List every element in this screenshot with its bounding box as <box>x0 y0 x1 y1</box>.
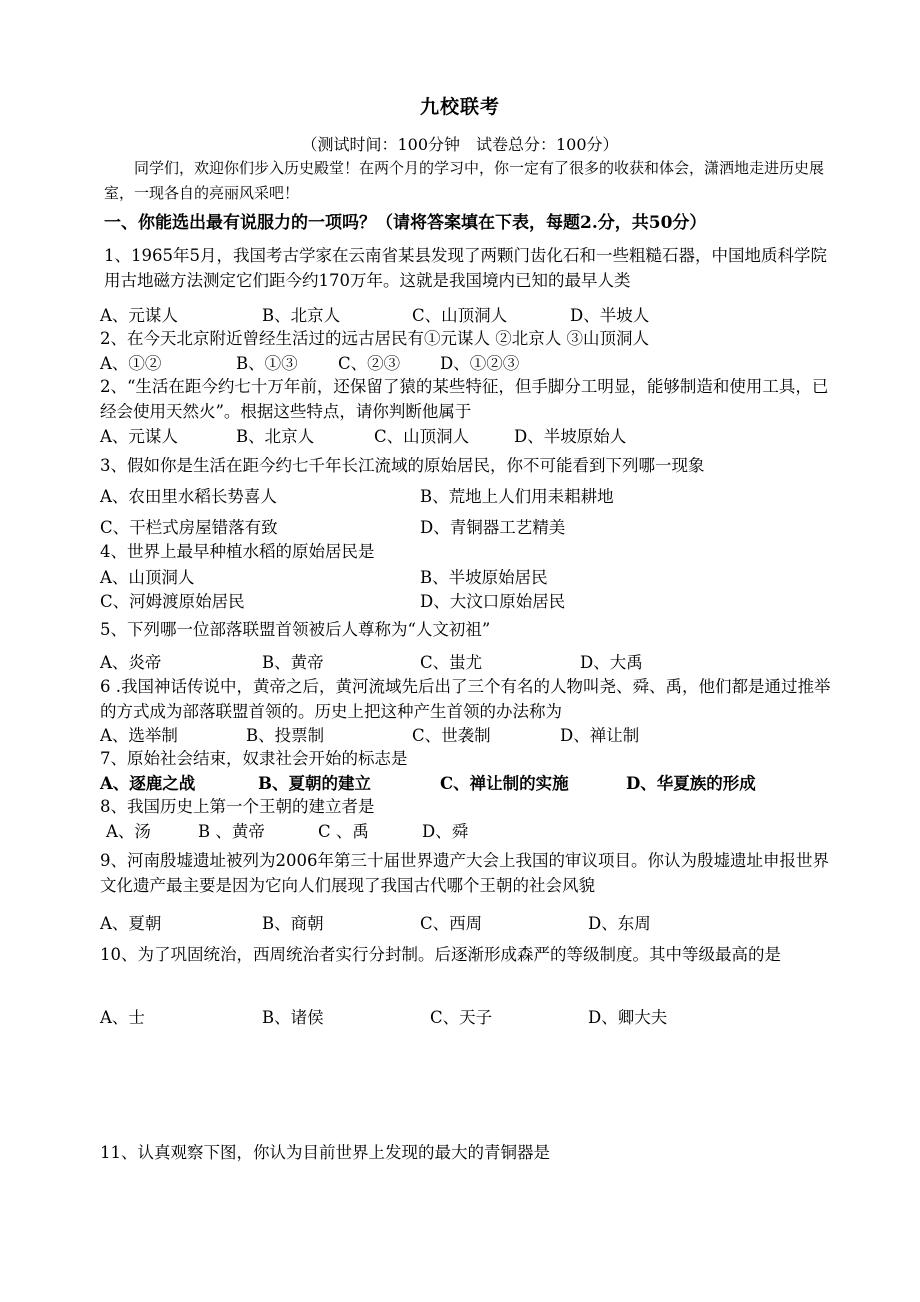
option-a: A、选举制 <box>100 726 178 745</box>
section-heading: 一、你能选出最有说服力的一项吗？（请将答案填在下表，每题2.分，共50分） <box>104 213 707 233</box>
question-stem: 3、假如你是生活在距今约七千年长江流域的原始居民，你不可能看到下列哪一现象 <box>100 456 705 475</box>
option-d: D、禅让制 <box>560 726 640 745</box>
option-d: D、半坡原始人 <box>514 427 627 446</box>
question-stem: 10、为了巩固统治，西周统治者实行分封制。后逐渐形成森严的等级制度。其中等级最高的是 <box>100 945 781 964</box>
option-b: B、诸侯 <box>262 1008 324 1027</box>
question-stem: 2、在今天北京附近曾经生活过的远古居民有①元谋人 ②北京人 ③山顶洞人 <box>100 329 649 348</box>
question-stem: 1、1965年5月，我国考古学家在云南省某县发现了两颗门齿化石和一些粗糙石器，中国地质科学院用古地磁方法测定它们距今约170万年。这就是我国境内已知的最早人类 <box>104 246 827 290</box>
exam-info: （测试时间：100分钟 试卷总分：100分） <box>301 135 619 154</box>
option-c: C、西周 <box>420 914 483 933</box>
option-a: A、①② <box>100 354 162 373</box>
option-d: D、大汶口原始居民 <box>420 592 566 611</box>
option-a: A、农田里水稻长势喜人 <box>100 487 277 506</box>
question-stem: 4、世界上最早种植水稻的原始居民是 <box>100 542 375 561</box>
option-c: C、世袭制 <box>412 726 491 745</box>
question-stem: 7、原始社会结束，奴隶社会开始的标志是 <box>100 749 408 768</box>
option-a: A、元谋人 <box>100 306 178 325</box>
question-stem: 11、认真观察下图，你认为目前世界上发现的最大的青铜器是 <box>100 1143 550 1162</box>
option-c: C、蚩尤 <box>420 653 483 672</box>
option-d: D、大禹 <box>580 653 643 672</box>
option-b: B、商朝 <box>262 914 324 933</box>
option-a: A、逐鹿之战 <box>100 774 196 793</box>
question-stem: 8、我国历史上第一个王朝的建立者是 <box>100 797 375 816</box>
option-b: B、半坡原始居民 <box>420 568 548 587</box>
option-c: C、②③ <box>338 354 401 373</box>
option-d: D、①②③ <box>440 354 520 373</box>
option-a: A、汤 <box>106 822 151 841</box>
intro-paragraph: 同学们，欢迎你们步入历史殿堂！在两个月的学习中，你一定有了很多的收获和体会，潇洒地走进历史展室，一现各自的亮丽风采吧！ <box>104 159 825 202</box>
option-c: C、禅让制的实施 <box>440 774 569 793</box>
option-b: B、北京人 <box>262 306 341 325</box>
option-d: D、青铜器工艺精美 <box>420 518 566 537</box>
option-a: A、夏朝 <box>100 914 162 933</box>
question-stem: 9、河南殷墟遗址被列为2006年第三十届世界遗产大会上我国的审议项目。你认为殷墟遗址申报世界文化遗产最主要是因为它向人们展现了我国古代哪个王朝的社会风貌 <box>100 851 829 895</box>
option-b: B、荒地上人们用耒耜耕地 <box>420 487 614 506</box>
option-b: B、①③ <box>236 354 298 373</box>
option-c: C 、禹 <box>318 822 369 841</box>
option-b: B、北京人 <box>236 427 315 446</box>
question-stem: 6 .我国神话传说中，黄帝之后，黄河流域先后出了三个有名的人物叫尧、舜、禹，他们都是通过推举的方式成为部落联盟首领的。历史上把这种产生首领的办法称为 <box>100 677 831 721</box>
option-d: D、卿大夫 <box>588 1008 668 1027</box>
option-c: C、天子 <box>430 1008 493 1027</box>
option-b: B、黄帝 <box>262 653 324 672</box>
option-a: A、山顶洞人 <box>100 568 195 587</box>
option-d: D、半坡人 <box>570 306 650 325</box>
question-stem: 2、“生活在距今约七十万年前，还保留了猿的某些特征，但手脚分工明显，能够制造和使用工具，已经会使用天然火”。根据这些特点，请你判断他属于 <box>100 377 829 421</box>
option-d: D、东周 <box>588 914 651 933</box>
option-a: A、士 <box>100 1008 145 1027</box>
page-title: 九校联考 <box>419 96 500 118</box>
option-d: D、华夏族的形成 <box>626 774 756 793</box>
option-c: C、干栏式房屋错落有致 <box>100 518 278 537</box>
option-b: B、投票制 <box>246 726 325 745</box>
option-c: C、河姆渡原始居民 <box>100 592 245 611</box>
option-c: C、山顶洞人 <box>412 306 508 325</box>
option-d: D、舜 <box>422 822 469 841</box>
option-a: A、元谋人 <box>100 427 178 446</box>
option-b: B、夏朝的建立 <box>258 774 371 793</box>
option-c: C、山顶洞人 <box>374 427 470 446</box>
option-a: A、炎帝 <box>100 653 162 672</box>
option-b: B 、黄帝 <box>198 822 265 841</box>
question-stem: 5、下列哪一位部落联盟首领被后人尊称为“人文初祖” <box>100 620 491 639</box>
